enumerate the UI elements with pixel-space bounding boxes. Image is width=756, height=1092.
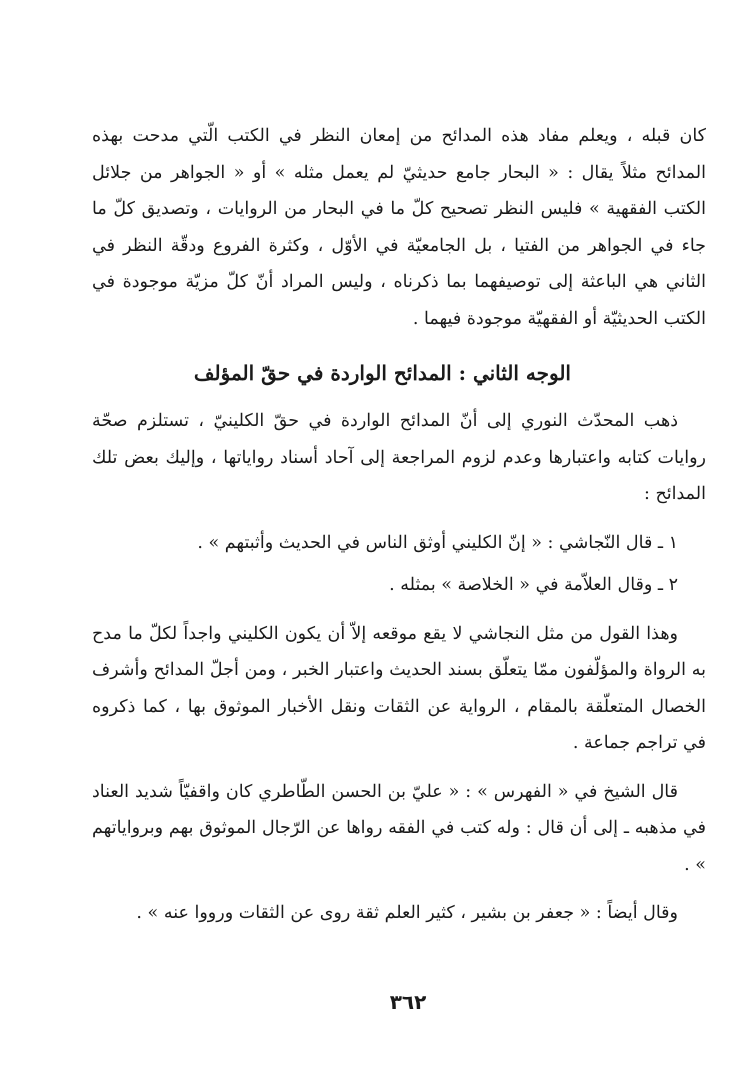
- nagashi-paragraph: وهذا القول من مثل النجاشي لا يقع موقعه إلاّ أن يكون الكليني واجداً لكلّ ما مدح به الرواة والمؤلّفون ممّا يتعلّق بسند الحديث واعتبار الخبر ، ومن أجلّ المدائح وأشرف الخصال المتعلّقة بالمقام ، الرواية عن الثقات ونقل الأخبار الموثوق بها ، كما ذكروه في تراجم جماعة .: [92, 623, 706, 753]
- intro-paragraph: كان قبله ، ويعلم مفاد هذه المدائح من إمعان النظر في الكتب الّتي مدحت بهذه المدائح مثلاً يقال : « البحار جامع حديثيّ لم يعمل مثله » أو « الجواهر من جلائل الكتب الفقهية » فليس النظر تصحيح كلّ ما في البحار من الروايات ، وتصديق كلّ ما جاء في الجواهر من الفتيا ، بل الجامعيّة في الأوّل ، وكثرة الفروع ودقّة النظر في الثاني هي الباعثة إلى توصيفهما بما ذكرناه ، وليس المراد أنّ كلّ مزيّة موجودة في الكتب الحديثيّة أو الفقهيّة موجودة فيهما .: [92, 126, 706, 329]
- section-heading: الوجه الثاني : المدائح الواردة في حقّ المؤلف: [193, 361, 571, 385]
- sheikh-paragraph: قال الشيخ في « الفهرس » : « عليّ بن الحسن الطّاطري كان واقفيّاً شديد العناد في مذهبه ـ إلى أن قال : وله كتب في الفقه رواها عن الرّجال الموثوق بهم وبرواياتهم » .: [92, 781, 706, 875]
- list-item-1: ١ ـ قال النّجاشي : « إنّ الكليني أوثق الناس في الحديث وأثبتهم » .: [197, 532, 678, 553]
- spacer: [92, 883, 706, 895]
- list-item-2: ٢ ـ وقال العلاّمة في « الخلاصة » بمثله .: [389, 575, 678, 595]
- also-paragraph: وقال أيضاً : « جعفر بن بشير ، كثير العلم ثقة روى عن الثقات ورووا عنه » .: [136, 903, 678, 923]
- spacer: [92, 391, 706, 403]
- page-number: ٣٦٢: [389, 990, 427, 1014]
- spacer: [92, 337, 706, 355]
- spacer: [92, 513, 706, 525]
- page-body: [92, 118, 706, 932]
- spacer: [92, 604, 706, 616]
- second-intro-paragraph: ذهب المحدّث النوري إلى أنّ المدائح الواردة في حقّ الكلينيّ ، تستلزم صحّة روايات كتابه واعتبارها وعدم لزوم المراجعة إلى آحاد أسناد رواياتها ، وإليك بعض تلك المدائح :: [92, 411, 706, 504]
- spacer: [92, 762, 706, 774]
